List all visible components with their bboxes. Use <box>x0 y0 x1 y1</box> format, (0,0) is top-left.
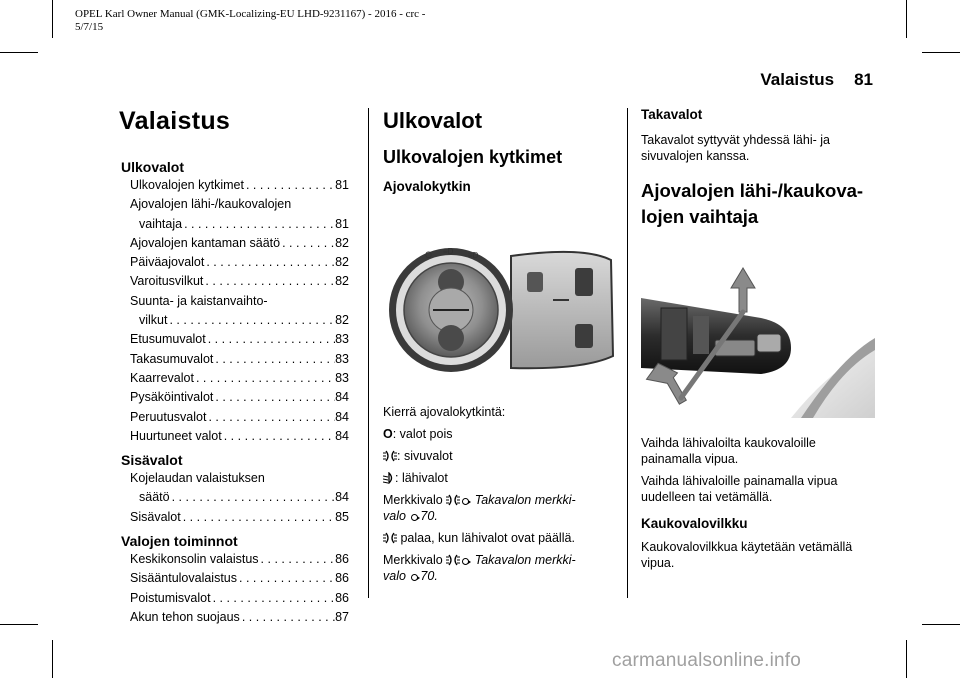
cross-reference-page[interactable]: 70 <box>420 569 435 583</box>
cross-reference-link[interactable]: Takavalon merkki- <box>474 553 576 567</box>
toc-item[interactable] <box>121 508 349 527</box>
toc-page-number: 86 <box>335 590 349 605</box>
crop-mark <box>52 0 53 38</box>
paragraph: Vaihda lähivaloilta kaukovaloille painamalla vipua. <box>641 436 816 466</box>
toc-page-number: 82 <box>335 255 349 270</box>
switch-position-low <box>383 470 613 486</box>
toc-item-label: Kojelaudan valaistuksen <box>130 471 265 486</box>
toc-leader <box>206 408 335 427</box>
paragraph: Vaihda lähivaloille painamalla vipua uudelleen tai vetämällä. <box>641 474 838 504</box>
side-lights-icon <box>446 554 460 566</box>
toc-item[interactable] <box>121 408 349 427</box>
cross-reference-link[interactable]: Takavalon merkki- <box>474 493 576 507</box>
toc-item[interactable] <box>121 369 349 388</box>
subsection-heading-line: lojen vaihtaja <box>641 206 759 227</box>
toc-item-label: Pysäköintivalot <box>130 390 214 405</box>
side-lights-icon <box>383 450 397 462</box>
paragraph: Kaukovalovilkkua käytetään vetämällä vipua. <box>641 540 853 570</box>
document-meta-line: OPEL Karl Owner Manual (GMK-Localizing-EU LHD-9231167) - 2016 - crc - <box>75 8 426 20</box>
toc-item-label: Sisääntulovalaistus <box>130 571 238 586</box>
switch-position-text: : sivuvalot <box>397 449 453 463</box>
toc-page-number: 84 <box>335 490 349 505</box>
table-of-contents <box>121 158 349 627</box>
toc-item[interactable] <box>121 234 349 253</box>
toc-item-label: Suunta- ja kaistanvaihto- <box>130 293 268 308</box>
toc-leader <box>211 589 336 608</box>
toc-leader <box>259 550 336 569</box>
toc-page-number: 83 <box>335 351 349 366</box>
toc-leader <box>213 388 335 407</box>
cross-reference-icon <box>411 574 418 581</box>
subsection-heading <box>641 178 879 230</box>
toc-item-label: vilkut <box>139 313 168 328</box>
toc-page-number: 84 <box>335 428 349 443</box>
toc-leader <box>206 330 335 349</box>
toc-page-number: 83 <box>335 370 349 385</box>
toc-item[interactable] <box>121 272 349 291</box>
crop-mark <box>906 0 907 38</box>
column-divider <box>368 108 369 598</box>
toc-item[interactable] <box>121 550 349 569</box>
running-head <box>760 70 873 90</box>
toc-leader <box>280 234 335 253</box>
page-number: 81 <box>854 70 873 89</box>
toc-page-number: 84 <box>335 390 349 405</box>
svg-text:O: O <box>425 250 433 260</box>
svg-text:≡D: ≡D <box>468 251 479 260</box>
document-meta <box>75 8 515 34</box>
light-switch-illustration <box>383 238 615 388</box>
switch-position-text: : lähivalot <box>395 471 448 485</box>
toc-leader <box>213 350 335 369</box>
toc-page-number: 82 <box>335 274 349 289</box>
toc-leader <box>204 253 335 272</box>
reference-prefix: Merkkivalo <box>383 493 443 507</box>
watermark: carmanualsonline.info <box>612 650 802 671</box>
toc-item-label: Kaarrevalot <box>130 370 194 385</box>
chapter-title: Valaistus <box>119 107 231 135</box>
cross-reference-link[interactable]: valo <box>383 509 406 523</box>
running-head-title: Valaistus <box>760 70 835 89</box>
indicator-reference: Merkkivalo Takavalon merkki- valo 70. <box>383 553 576 583</box>
crop-mark <box>922 624 960 625</box>
light-switch-figure <box>383 238 615 388</box>
toc-item-label: Ulkovalojen kytkimet <box>130 178 244 192</box>
toc-leader <box>182 215 335 234</box>
toc-leader <box>240 608 335 627</box>
toc-leader <box>194 369 335 388</box>
toc-item[interactable] <box>121 469 349 508</box>
cross-reference-page[interactable]: 70 <box>420 509 435 523</box>
toc-leader <box>237 569 335 588</box>
crop-mark <box>0 624 38 625</box>
toc-item[interactable] <box>121 608 349 627</box>
toc-page-number: 81 <box>335 216 349 231</box>
cross-reference-icon <box>411 514 418 521</box>
switch-position-side <box>383 448 613 464</box>
switch-caption: Kierrä ajovalokytkintä: <box>383 405 506 419</box>
toc-item-label: Poistumisvalot <box>130 590 211 605</box>
toc-page-number: 86 <box>335 552 349 567</box>
toc-page-number: 83 <box>335 332 349 347</box>
crop-mark <box>906 640 907 678</box>
toc-leader <box>203 272 335 291</box>
side-lights-note <box>383 530 613 546</box>
toc-item-label: Varoitusvilkut <box>130 274 204 289</box>
paragraph: Takavalot syttyvät yhdessä lähi- ja sivuvalojen kanssa. <box>641 133 830 163</box>
crop-mark <box>922 52 960 53</box>
toc-item[interactable] <box>121 253 349 272</box>
toc-leader <box>181 508 335 527</box>
content-column-2 <box>383 106 613 584</box>
switch-position-text: : valot pois <box>392 427 453 441</box>
toc-column <box>121 106 349 627</box>
subheading: Kaukovalovilkku <box>641 516 748 531</box>
toc-item-label: Sisävalot <box>130 509 181 524</box>
switch-position-key: O <box>383 427 393 441</box>
toc-section-title: Ulkovalot <box>121 159 185 175</box>
side-lights-icon <box>446 494 460 506</box>
toc-leader <box>222 427 335 446</box>
subheading: Takavalot <box>641 107 703 122</box>
toc-item-label: Keskikonsolin valaistus <box>130 552 259 567</box>
toc-item[interactable] <box>121 330 349 349</box>
headlight-lever-figure <box>641 258 875 418</box>
toc-item[interactable] <box>121 350 349 369</box>
column-divider <box>627 108 628 598</box>
subsection-heading: Ulkovalojen kytkimet <box>383 147 563 167</box>
toc-item[interactable] <box>121 569 349 588</box>
toc-item-label: Akun tehon suojaus <box>130 609 240 624</box>
svg-text:≡D: ≡D <box>443 247 454 256</box>
subheading: Ajovalokytkin <box>383 179 471 194</box>
crop-mark <box>0 52 38 53</box>
content-column-3 <box>641 106 879 571</box>
toc-item-label: säätö <box>139 490 170 505</box>
switch-position-off <box>383 426 613 442</box>
cross-reference-link[interactable]: valo <box>383 569 406 583</box>
toc-item-label: Etusumuvalot <box>130 332 206 347</box>
toc-item-label: Ajovalojen kantaman säätö <box>130 235 281 250</box>
toc-item[interactable] <box>121 589 349 608</box>
reference-prefix: Merkkivalo <box>383 553 443 567</box>
toc-section-title: Valojen toiminnot <box>121 533 238 550</box>
toc-leader <box>170 488 336 507</box>
crop-mark <box>52 640 53 678</box>
toc-item[interactable] <box>121 176 349 195</box>
toc-item[interactable] <box>121 427 349 446</box>
document-meta-date: 5/7/15 <box>75 21 104 33</box>
toc-page-number: 86 <box>335 571 349 586</box>
toc-page-number: 85 <box>335 509 349 524</box>
cross-reference-icon <box>462 498 469 505</box>
toc-leader <box>167 311 335 330</box>
toc-item-label: Päiväajovalot <box>130 255 205 270</box>
toc-item[interactable] <box>121 388 349 407</box>
indicator-reference: Merkkivalo Takavalon merkki- valo 70. <box>383 493 576 523</box>
toc-item-label: vaihtaja <box>139 216 183 231</box>
headlight-lever-illustration <box>641 258 875 418</box>
toc-leader <box>244 176 335 195</box>
subsection-heading-line: Ajovalojen lähi-/kaukova- <box>641 180 864 201</box>
toc-item-label: Peruutusvalot <box>130 409 207 424</box>
toc-item-label: Takasumuvalot <box>130 351 214 366</box>
toc-page-number: 81 <box>335 178 349 192</box>
toc-item-label: Ajovalojen lähi-/kaukovalojen <box>130 197 292 212</box>
toc-item-label: Huurtuneet valot <box>130 428 222 443</box>
toc-page-number: 87 <box>335 609 349 624</box>
low-beam-icon <box>383 472 395 484</box>
side-lights-note-text: palaa, kun lähivalot ovat päällä. <box>400 531 575 545</box>
section-heading: Ulkovalot <box>383 108 483 133</box>
side-lights-icon <box>383 532 397 544</box>
toc-section-title: Sisävalot <box>121 452 183 469</box>
toc-page-number: 84 <box>335 409 349 424</box>
toc-page-number: 82 <box>335 313 349 328</box>
cross-reference-icon <box>462 558 469 565</box>
toc-item[interactable] <box>121 292 349 331</box>
toc-page-number: 82 <box>335 235 349 250</box>
toc-item[interactable] <box>121 195 349 234</box>
